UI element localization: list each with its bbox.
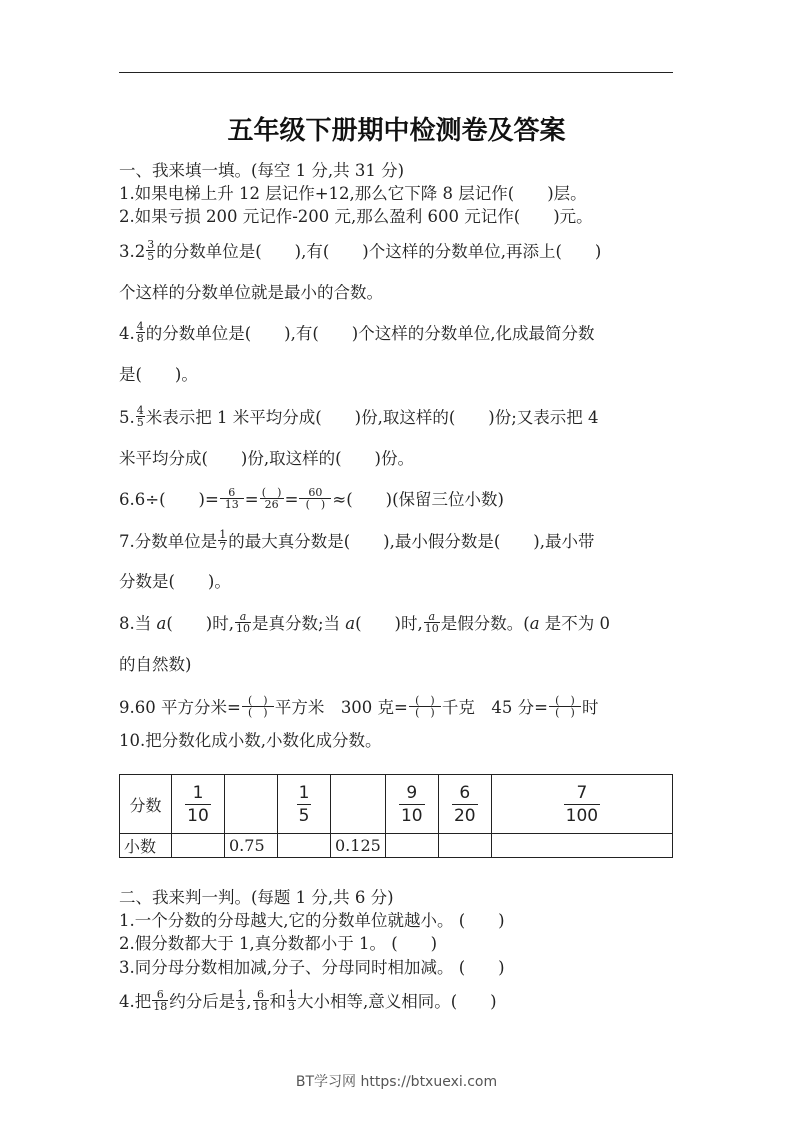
footer-watermark: BT学习网 https://btxuexi.com [295,1074,498,1090]
s1-question-4-line2: 是( )。 [119,365,198,384]
q6-fraction-2: $\frac{( )}{26}$ [260,487,284,510]
s1-question-7-line2: 分数是( )。 [119,572,231,591]
conversion-table [119,774,673,858]
fraction-cell: $\frac{1}{5}$ [278,775,331,834]
fraction-cell: $\frac{1}{10}$ [172,775,225,834]
row-label-fraction: 分数 [120,775,172,834]
page-title: 五年级下册期中检测卷及答案 [227,116,566,146]
decimal-cell: 0.75 [225,834,278,858]
q3-text: 的分数单位是( ),有( )个这样的分数单位,再添上( ) [156,242,602,261]
s1-question-3 [119,238,602,264]
s1-question-1: 1.如果电梯上升 12 层记作+12,那么它下降 8 层记作( )层。 [119,184,587,203]
s1-question-7: 7.分数单位是 $\frac{1}{7}$ 的最大真分数是( ),最小假分数是( ),最小带 [119,528,595,553]
q9-blank-fraction-1: $\frac{( )}{( )}$ [242,695,274,718]
q9-blank-fraction-2: $\frac{( )}{( )}$ [409,695,441,718]
q6-fraction-3: $\frac{60}{( )}$ [299,487,331,510]
fraction-cell: $\frac{7}{100}$ [491,775,672,834]
q4-fraction: $\frac{4}{8}$ [136,320,144,345]
s1-question-5-line2: 米平均分成( )份,取这样的( )份。 [119,449,414,468]
section2-heading: 二、我来判一判。(每题 1 分,共 6 分) [119,888,394,907]
q8-fraction-1: $\frac{a}{10}$ [235,610,250,635]
s2q4-fraction-4: $\frac{1}{3}$ [288,988,295,1013]
s2-question-2: 2.假分数都大于 1,真分数都小于 1。 ( ) [119,934,438,953]
fraction-cell-blank [225,775,278,834]
s2-question-1: 1.一个分数的分母越大,它的分数单位就越小。 ( ) [119,911,505,930]
s1-question-10: 10.把分数化成小数,小数化成分数。 [119,731,382,750]
s1-question-4: 4. $\frac{4}{8}$ 的分数单位是( ),有( )个这样的分数单位,化成最简分数 [119,320,595,345]
s1-question-8: 8.当 a( )时, $\frac{a}{10}$ 是真分数;当 a( )时, $\frac{a}{10}$ 是假分数。(a 是不为 0 [119,610,611,635]
s1-question-5: 5. $\frac{4}{5}$ 米表示把 1 米平均分成( )份,取这样的( )份;又表示把 4 [119,404,599,429]
q9-blank-fraction-3: $\frac{( )}{( )}$ [549,695,581,718]
q5-fraction: $\frac{4}{5}$ [136,404,144,429]
table-row-decimals [120,834,673,858]
section1-heading: 一、我来填一填。(每空 1 分,共 31 分) [119,161,405,180]
s1-question-9: 9.60 平方分米= $\frac{( )}{( )}$ 平方米 300 克= $\frac{( )}{( )}$ 千克 45 分= $\frac{( )}{( )}$ 时 [119,694,599,719]
s2-question-4: 4.把 $\frac{6}{18}$ 约分后是 $\frac{1}{3}$ , $\frac{6}{18}$ 和 $\frac{1}{3}$ 大小相等,意义相同。( ) [119,988,497,1013]
q6-fraction-1: $\frac{6}{13}$ [220,487,244,510]
row-label-decimal: 小数 [120,834,172,858]
decimal-cell: 0.125 [331,834,386,858]
fraction-cell: $\frac{9}{10}$ [385,775,438,834]
fraction-cell-blank [331,775,386,834]
fraction-cell: $\frac{6}{20}$ [438,775,491,834]
decimal-cell [278,834,331,858]
decimal-cell [438,834,491,858]
q8-fraction-2: $\frac{a}{10}$ [424,610,439,635]
decimal-cell [172,834,225,858]
s2-question-3: 3.同分母分数相加减,分子、分母同时相加减。 ( ) [119,958,505,977]
q3-fraction: $\frac{3}{5}$ [147,238,155,263]
s1-question-2: 2.如果亏损 200 元记作-200 元,那么盈利 600 元记作( )元。 [119,207,593,226]
decimal-cell [385,834,438,858]
table-row-fractions [120,775,673,834]
q3-prefix: 3.2 [119,242,146,261]
s1-question-3-line2: 个这样的分数单位就是最小的合数。 [119,283,383,302]
s2q4-fraction-3: $\frac{6}{18}$ [253,988,268,1013]
s1-question-8-line2: 的自然数) [119,655,192,674]
s2q4-fraction-2: $\frac{1}{3}$ [237,988,245,1013]
header-rule [119,72,673,73]
s2q4-fraction-1: $\frac{6}{18}$ [153,988,168,1013]
decimal-cell [491,834,672,858]
q7-fraction: $\frac{1}{7}$ [219,528,227,553]
s1-question-6: 6.6÷( )= $\frac{6}{13}$ = $\frac{( )}{26}$ = $\frac{60}{( )}$ ≈( )(保留三位小数) [119,486,504,511]
